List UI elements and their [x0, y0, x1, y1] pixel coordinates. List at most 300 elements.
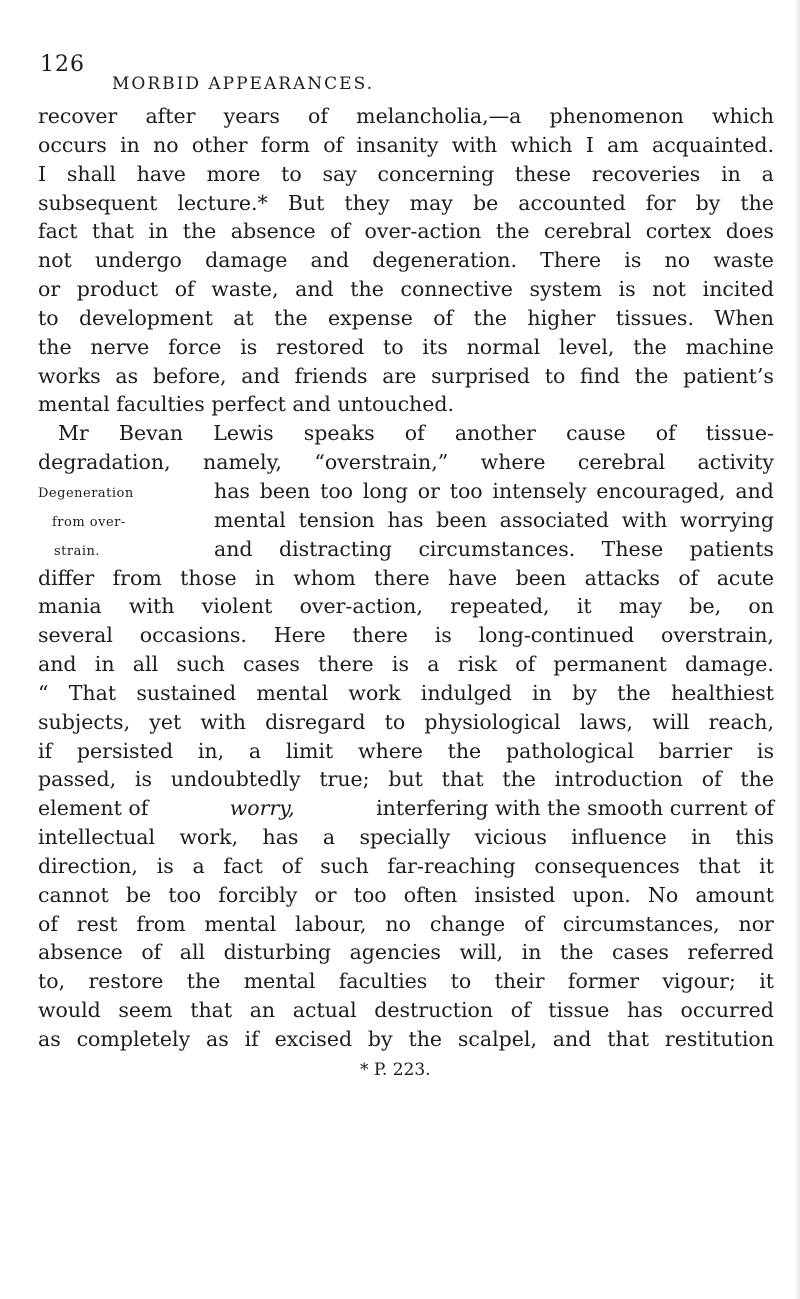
word: has: [262, 825, 299, 850]
word: completely: [76, 1027, 191, 1051]
word: phenomenon: [549, 104, 684, 128]
word: “overstrain,”: [314, 450, 449, 475]
body-text: [38, 102, 774, 1054]
word: mania: [38, 594, 102, 619]
word: persisted: [76, 738, 174, 763]
word: accounted: [518, 190, 626, 215]
word: recover: [38, 104, 118, 128]
word: to: [383, 334, 404, 359]
word: of: [323, 132, 344, 157]
word: and: [38, 652, 77, 677]
word: circumstances.: [418, 536, 576, 561]
word: subjects,: [38, 709, 131, 734]
page-number: 126: [40, 52, 85, 77]
word: damage: [205, 248, 288, 273]
word: with: [200, 709, 246, 734]
word: These: [601, 536, 664, 561]
word: No: [647, 882, 679, 907]
word: years: [223, 104, 280, 128]
word: from: [112, 565, 162, 590]
word: been: [515, 565, 567, 590]
text-line: [38, 592, 774, 621]
word: by: [572, 680, 597, 705]
word: mental: [204, 911, 277, 936]
word: in: [691, 825, 711, 850]
word: far-reaching: [387, 853, 516, 878]
text-line: [38, 189, 774, 218]
word: the: [634, 363, 669, 388]
word: of: [404, 421, 425, 446]
word: is: [134, 767, 152, 792]
word: change: [429, 911, 506, 936]
word: occurred: [680, 998, 774, 1023]
word: or: [417, 478, 440, 503]
word: the: [633, 334, 667, 359]
word: acute: [716, 565, 774, 590]
word: nerve: [90, 334, 150, 359]
word: find: [580, 363, 621, 388]
word: in: [255, 565, 275, 590]
word: may: [409, 190, 453, 215]
word: Mr: [58, 421, 89, 446]
word: seem: [118, 998, 173, 1023]
word: system: [529, 277, 602, 302]
word: force: [168, 334, 222, 359]
word: the: [274, 305, 308, 330]
word: circumstances,: [562, 911, 720, 936]
word: patients: [689, 536, 774, 561]
word: connective: [400, 277, 513, 302]
text-line: [38, 765, 774, 794]
word: the: [447, 738, 482, 763]
running-head: MORBID APPEARANCES.: [112, 74, 375, 94]
word: the: [740, 767, 774, 792]
word: over-action,: [299, 594, 423, 619]
word: restitution: [664, 1027, 774, 1051]
word: a: [322, 825, 336, 850]
word: all: [132, 652, 159, 677]
word: that: [190, 998, 233, 1023]
word: the: [559, 940, 594, 965]
text-line: [38, 102, 774, 131]
word: too: [320, 478, 354, 503]
word: laws,: [579, 709, 634, 734]
word: agencies: [349, 940, 441, 965]
word: pathological: [505, 738, 634, 763]
text-line: [38, 621, 774, 650]
word: that: [607, 1027, 650, 1051]
word: and: [214, 536, 253, 561]
word: surprised: [431, 363, 530, 388]
word: waste,: [211, 277, 279, 302]
word: disturbing: [223, 940, 332, 965]
word: disregard: [265, 709, 366, 734]
word: patient’s: [683, 363, 774, 388]
word: there: [352, 623, 408, 648]
word: of: [281, 853, 302, 878]
word: cerebral: [577, 450, 666, 475]
word: the: [408, 1027, 443, 1051]
word: and: [735, 478, 774, 503]
word: it: [759, 969, 774, 994]
word: development: [78, 305, 213, 330]
word: at: [233, 305, 254, 330]
page-edge: [794, 0, 800, 1299]
word: intensely: [492, 478, 587, 503]
word: I: [585, 132, 594, 157]
word: in,: [197, 738, 225, 763]
word: normal: [466, 334, 541, 359]
word: Here: [273, 623, 326, 648]
word: in: [721, 161, 741, 186]
word: more: [206, 161, 261, 186]
word: tension: [298, 507, 375, 532]
word: amount: [695, 882, 774, 907]
word: degradation,: [38, 450, 171, 475]
text-line: [38, 535, 774, 564]
word: the: [350, 277, 384, 302]
word: direction,: [38, 853, 138, 878]
word: where: [358, 738, 423, 763]
word: to: [38, 305, 59, 330]
word: referred: [687, 940, 774, 965]
text-line: [38, 996, 774, 1025]
word: in: [94, 652, 115, 677]
word: an: [249, 998, 276, 1023]
word: of: [38, 911, 58, 936]
word: concerning: [377, 161, 495, 186]
word: introduction: [554, 767, 683, 792]
word: insanity: [356, 132, 439, 157]
word: work: [348, 680, 401, 705]
word: scalpel,: [457, 1027, 537, 1051]
word: vicious: [474, 825, 547, 850]
word: cases: [612, 940, 669, 965]
word: cause: [566, 421, 626, 446]
word: the: [502, 767, 536, 792]
word: for: [645, 190, 676, 215]
word: is: [156, 853, 174, 878]
text-line: [38, 217, 774, 246]
text-line: mental faculties perfect and untouched.: [38, 392, 455, 417]
word: have: [448, 565, 498, 590]
text-segment: interfering with the smooth current of: [376, 796, 774, 821]
word: sustained: [136, 680, 237, 705]
word: a: [248, 738, 262, 763]
text-line: [38, 246, 774, 275]
word: there: [374, 565, 430, 590]
text-line: [38, 362, 774, 391]
word: the: [186, 969, 221, 994]
word: nor: [738, 911, 774, 936]
word: undergo: [94, 248, 182, 273]
word: tissues.: [615, 305, 694, 330]
word: no: [153, 132, 179, 157]
word: former: [567, 969, 639, 994]
word: undoubtedly: [170, 767, 301, 792]
word: higher: [527, 305, 596, 330]
word: not: [38, 248, 72, 273]
word: I: [38, 161, 47, 186]
word: yet: [149, 709, 182, 734]
margin-note-line: Degeneration: [38, 486, 134, 501]
text-segment: element of: [38, 796, 149, 821]
word: several: [38, 623, 113, 648]
word: barrier: [658, 738, 733, 763]
word: mental: [256, 680, 329, 705]
text-line: [38, 419, 774, 448]
word: Bevan: [118, 421, 184, 446]
word: cortex: [645, 219, 712, 244]
word: this: [735, 825, 774, 850]
word: or: [38, 277, 61, 302]
word: of: [330, 219, 351, 244]
word: with: [128, 594, 175, 619]
word: intellectual: [38, 825, 156, 850]
word: other: [191, 132, 248, 157]
word: and: [310, 248, 350, 273]
word: degeneration.: [372, 248, 517, 273]
word: forcibly: [218, 882, 298, 907]
word: which: [711, 104, 774, 128]
word: reach,: [708, 709, 774, 734]
word: of: [655, 421, 676, 446]
word: another: [454, 421, 536, 446]
word: which: [510, 132, 573, 157]
word: have: [136, 161, 186, 186]
word: from: [136, 911, 186, 936]
word: cerebral: [543, 219, 632, 244]
word: physiological: [424, 709, 561, 734]
word: be: [472, 190, 499, 215]
text-line: [38, 131, 774, 160]
word: Lewis: [213, 421, 274, 446]
word: occurs: [38, 132, 107, 157]
word: is: [624, 248, 642, 273]
word: long: [362, 478, 409, 503]
footnote: * P. 223.: [360, 1060, 431, 1080]
word: the: [182, 219, 217, 244]
word: has: [214, 478, 250, 503]
word: in: [532, 680, 552, 705]
text-line: [38, 679, 774, 708]
text-line: [38, 967, 774, 996]
word: is: [756, 738, 774, 763]
word: too: [449, 478, 483, 503]
word: lecture.*: [177, 190, 268, 215]
word: of: [510, 998, 531, 1023]
text-line: [38, 823, 774, 852]
word: of: [174, 277, 195, 302]
word: expense: [328, 305, 413, 330]
word: indulged: [420, 680, 512, 705]
word: tissue-: [705, 421, 774, 446]
word: the: [617, 680, 651, 705]
word: to: [384, 709, 406, 734]
word: those: [180, 565, 237, 590]
word: absence: [38, 940, 123, 965]
word: differ: [38, 565, 95, 590]
word: would: [38, 998, 101, 1023]
word: rest: [76, 911, 118, 936]
text-line: [38, 650, 774, 679]
word: friends: [294, 363, 368, 388]
word: that: [698, 853, 741, 878]
word: will,: [459, 940, 504, 965]
text-line: [38, 938, 774, 967]
text-line: [38, 1025, 774, 1054]
word: the: [38, 334, 72, 359]
word: of: [515, 652, 536, 677]
text-line-italic: [38, 794, 774, 823]
word: fact: [223, 853, 263, 878]
word: influence: [571, 825, 667, 850]
word: in: [521, 940, 542, 965]
word: form: [260, 132, 310, 157]
word: true;: [319, 767, 370, 792]
word: excised: [274, 1027, 353, 1051]
word: waste: [713, 248, 774, 273]
word: are: [382, 363, 417, 388]
word: the: [473, 305, 508, 330]
word: faculties: [338, 969, 428, 994]
word: on: [748, 594, 774, 619]
text-line: [38, 564, 774, 593]
word: restore: [88, 969, 164, 994]
word: acquainted.: [651, 132, 774, 157]
word: that: [441, 767, 484, 792]
word: fact: [38, 219, 78, 244]
word: shall: [66, 161, 116, 186]
text-line: [38, 737, 774, 766]
word: passed,: [38, 767, 117, 792]
margin-note-line: from over-: [52, 515, 126, 530]
word: a: [761, 161, 774, 186]
word: been: [436, 507, 487, 532]
word: mental: [243, 969, 316, 994]
word: When: [714, 305, 774, 330]
word: whom: [293, 565, 356, 590]
text-line: [38, 333, 774, 362]
word: too: [353, 882, 387, 907]
word: a: [427, 652, 440, 677]
text-line: [38, 160, 774, 189]
word: has: [627, 998, 663, 1023]
word: restored: [276, 334, 365, 359]
word: specially: [359, 825, 451, 850]
word: absence: [230, 219, 316, 244]
text-line: [38, 448, 774, 477]
emphasis-worry: worry,: [229, 796, 295, 821]
word: that: [92, 219, 134, 244]
word: of: [433, 305, 454, 330]
word: may: [618, 594, 663, 619]
word: by: [695, 190, 721, 215]
word: of: [308, 104, 328, 128]
word: as: [115, 363, 139, 388]
word: am: [607, 132, 639, 157]
word: no: [385, 911, 411, 936]
word: damage.: [685, 652, 774, 677]
word: repeated,: [450, 594, 550, 619]
word: say: [322, 161, 357, 186]
word: by: [367, 1027, 393, 1051]
word: be,: [689, 594, 722, 619]
word: is: [618, 277, 636, 302]
word: been: [259, 478, 311, 503]
word: to: [544, 363, 566, 388]
word: upon.: [572, 882, 631, 907]
word: its: [422, 334, 448, 359]
word: to: [281, 161, 302, 186]
word: overstrain,: [661, 623, 774, 648]
word: product: [76, 277, 159, 302]
word: if: [244, 1027, 259, 1051]
text-line: [38, 304, 774, 333]
word: all: [179, 940, 206, 965]
word: and: [552, 1027, 592, 1051]
word: to,: [38, 969, 66, 994]
word: be: [125, 882, 152, 907]
word: violent: [201, 594, 273, 619]
word: limit: [285, 738, 334, 763]
word: But: [287, 190, 325, 215]
word: incited: [702, 277, 774, 302]
word: consequences: [534, 853, 680, 878]
word: not: [652, 277, 687, 302]
word: the: [740, 190, 774, 215]
word: work,: [179, 825, 239, 850]
word: these: [514, 161, 572, 186]
word: is: [434, 623, 452, 648]
word: is: [240, 334, 258, 359]
word: is: [391, 652, 409, 677]
word: over-action: [364, 219, 482, 244]
word: attacks: [584, 565, 660, 590]
word: in: [148, 219, 169, 244]
word: in: [120, 132, 140, 157]
word: their: [494, 969, 545, 994]
word: permanent: [553, 652, 667, 677]
word: such: [176, 652, 225, 677]
word: associated: [499, 507, 609, 532]
word: namely,: [203, 450, 282, 475]
word: where: [480, 450, 546, 475]
word: such: [320, 853, 369, 878]
margin-note-line: strain.: [54, 544, 101, 559]
word: subsequent: [38, 190, 158, 215]
word: long-continued: [478, 623, 635, 648]
word: has: [387, 507, 424, 532]
word: it: [759, 853, 774, 878]
word: mental: [214, 507, 286, 532]
text-line: [38, 881, 774, 910]
word: there: [318, 652, 374, 677]
word: will: [652, 709, 690, 734]
word: machine: [685, 334, 774, 359]
word: they: [344, 190, 390, 215]
word: of: [141, 940, 162, 965]
word: as: [206, 1027, 229, 1051]
word: or: [314, 882, 337, 907]
word: to: [450, 969, 472, 994]
word: of: [524, 911, 544, 936]
word: distracting: [278, 536, 393, 561]
word: does: [725, 219, 774, 244]
word: healthiest: [670, 680, 774, 705]
word: tissue: [548, 998, 610, 1023]
word: worrying: [680, 507, 774, 532]
